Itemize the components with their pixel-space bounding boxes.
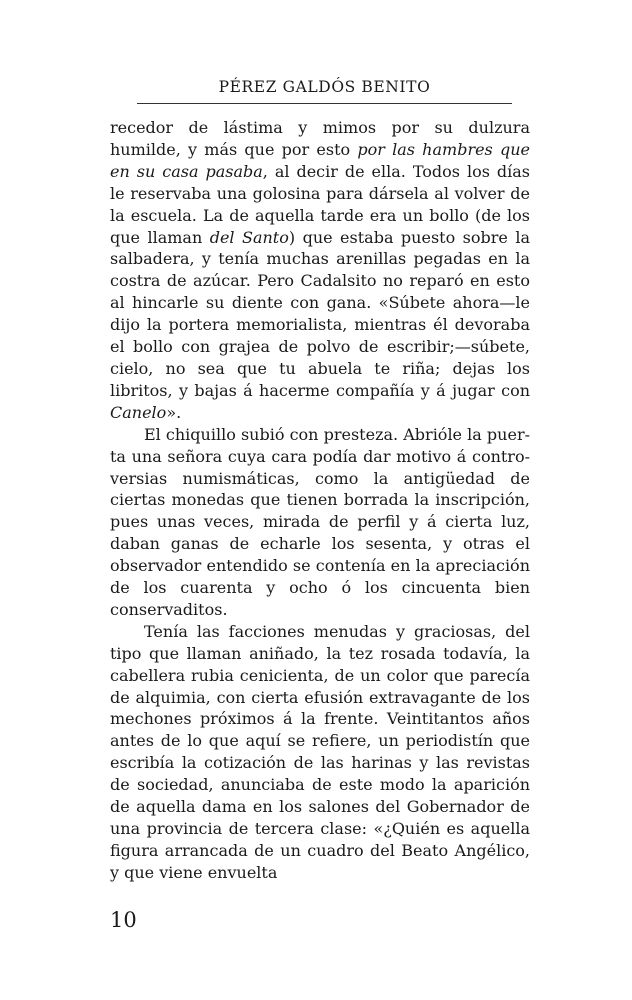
text-segment: , al decir de ella. Todos los días le reservaba una golosina para dársela al volver de la escuela. La de aquella tarde era un bollo (de los que llaman — [110, 161, 530, 247]
text-segment: ». — [166, 402, 182, 422]
italic-segment: del Santo — [209, 227, 289, 247]
running-header: PÉREZ GALDÓS BENITO — [218, 78, 431, 96]
paragraph — [110, 621, 530, 884]
text-segment: recedor de lástima y mimos por su dulzura humilde, y más que por esto — [110, 118, 530, 159]
text-segment: ) que estaba puesto sobre la salbadera, y tenía muchas arenillas pegadas en la costra de azúcar. Pero Cadalsito no reparó en esto al hincarle su diente con gana. «Súbete ahora—le dijo la portera memorialista, mientras él devoraba el bollo con grajea de polvo de escribir;—súbete, cielo, no sea que tu abuela te riña; dejas los libritos, y bajas á hacerme compañía y á jugar con — [110, 227, 530, 400]
paragraph — [110, 424, 530, 621]
page-number: 10 — [110, 908, 137, 932]
paragraph — [110, 117, 530, 424]
italic-segment: Canelo — [110, 402, 167, 422]
header-rule — [137, 103, 512, 104]
text-segment: Tenía las facciones menudas y graciosas, del tipo que llaman aniñado, la tez rosada todavía, la cabellera rubia cenicienta, de un color que parecía de alquimia, con cierta efusión extravagante de los mechones próximos á la frente. Veintitantos años antes de lo que aquí se refiere, un periodistín que escribía la cotización de las harinas y las revistas de sociedad, anunciaba de este modo la aparición de aquella dama en los salones del Gobernador de una provincia de tercera clase: «¿Quién es aquella figura arrancada de un cuadro del Beato Angélico, y que viene envuelta — [110, 621, 530, 882]
body-text — [110, 117, 530, 884]
italic-segment: por las hambres que en su casa pasaba — [110, 139, 531, 181]
text-segment: El chiquillo subió con presteza. Abrióle la puerta una señora cuya cara podía dar motivo á controversias numismáticas, como la antigüedad de ciertas monedas que tienen borrada la inscripción, pues unas veces, mirada de perfil y á cierta luz, daban ganas de echarle los sesenta, y otras el observador entendido se contenía en la apreciación de los cuarenta y ocho ó los cincuenta bien conservaditos. — [110, 424, 530, 619]
